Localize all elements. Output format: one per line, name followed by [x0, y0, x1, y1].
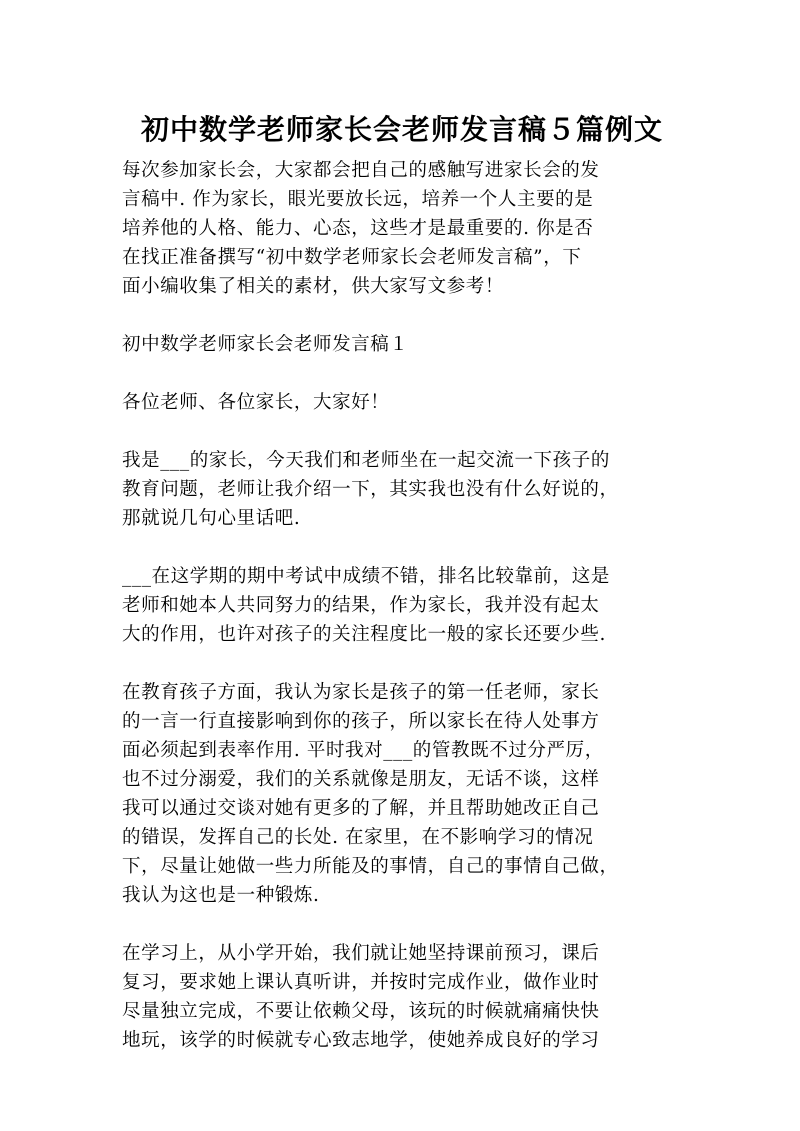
text-line: 在教育孩子方面，我认为家长是孩子的第一任老师，家长: [122, 682, 600, 703]
text-line: 我是___的家长，今天我们和老师坐在一起交流一下孩子的: [122, 450, 610, 471]
text-line: 我认为这也是一种锻炼.: [122, 885, 320, 906]
text-line: 在学习上，从小学开始，我们就让她坚持课前预习，课后: [122, 943, 600, 964]
text-line: 的错误，发挥自己的长处. 在家里，在不影响学习的情况: [122, 827, 594, 848]
text-line: 初中数学老师家长会老师发言稿１: [122, 334, 409, 355]
text-line: 下，尽量让她做一些力所能及的事情，自己的事情自己做，: [122, 856, 619, 877]
text-line: 各位老师、各位家长，大家好！: [122, 392, 390, 413]
text-line: 那就说几句心里话吧.: [122, 508, 301, 529]
text-line: 的一言一行直接影响到你的孩子，所以家长在待人处事方: [122, 711, 600, 732]
paragraph: [122, 330, 670, 359]
paragraph: [122, 562, 670, 649]
paragraph: [122, 939, 670, 1055]
paragraph: [122, 388, 670, 417]
document-title: 初中数学老师家长会老师发言稿５篇例文: [140, 113, 663, 146]
text-line: 尽量独立完成，不要让依赖父母，该玩的时候就痛痛快快: [122, 1001, 600, 1022]
text-line: 在找正准备撰写“初中数学老师家长会老师发言稿”，下: [122, 247, 582, 268]
text-line: 教育问题，老师让我介绍一下，其实我也没有什么好说的，: [122, 479, 619, 500]
text-line: 也不过分溺爱，我们的关系就像是朋友，无话不谈，这样: [122, 769, 600, 790]
text-line: 面必须起到表率作用. 平时我对___的管教既不过分严厉，: [122, 740, 604, 761]
text-line: 地玩，该学的时候就专心致志地学，使她养成良好的学习: [122, 1030, 600, 1051]
document-body: [122, 156, 670, 1084]
text-line: 复习，要求她上课认真听讲，并按时完成作业，做作业时: [122, 972, 600, 993]
text-line: 面小编收集了相关的素材，供大家写文参考！: [122, 276, 505, 297]
text-line: 老师和她本人共同努力的结果，作为家长，我并没有起太: [122, 595, 600, 616]
paragraph: [122, 446, 670, 533]
text-line: 培养他的人格、能力、心态，这些才是最重要的. 你是否: [122, 218, 594, 239]
text-line: 言稿中. 作为家长，眼光要放长远，培养一个人主要的是: [122, 189, 594, 210]
text-line: 大的作用，也许对孩子的关注程度比一般的家长还要少些.: [122, 624, 606, 645]
paragraph: [122, 678, 670, 910]
paragraph: [122, 156, 670, 301]
text-line: ___在这学期的期中考试中成绩不错，排名比较靠前，这是: [122, 566, 610, 587]
text-line: 我可以通过交谈对她有更多的了解，并且帮助她改正自己: [122, 798, 600, 819]
text-line: 每次参加家长会，大家都会把自己的感触写进家长会的发: [122, 160, 600, 181]
